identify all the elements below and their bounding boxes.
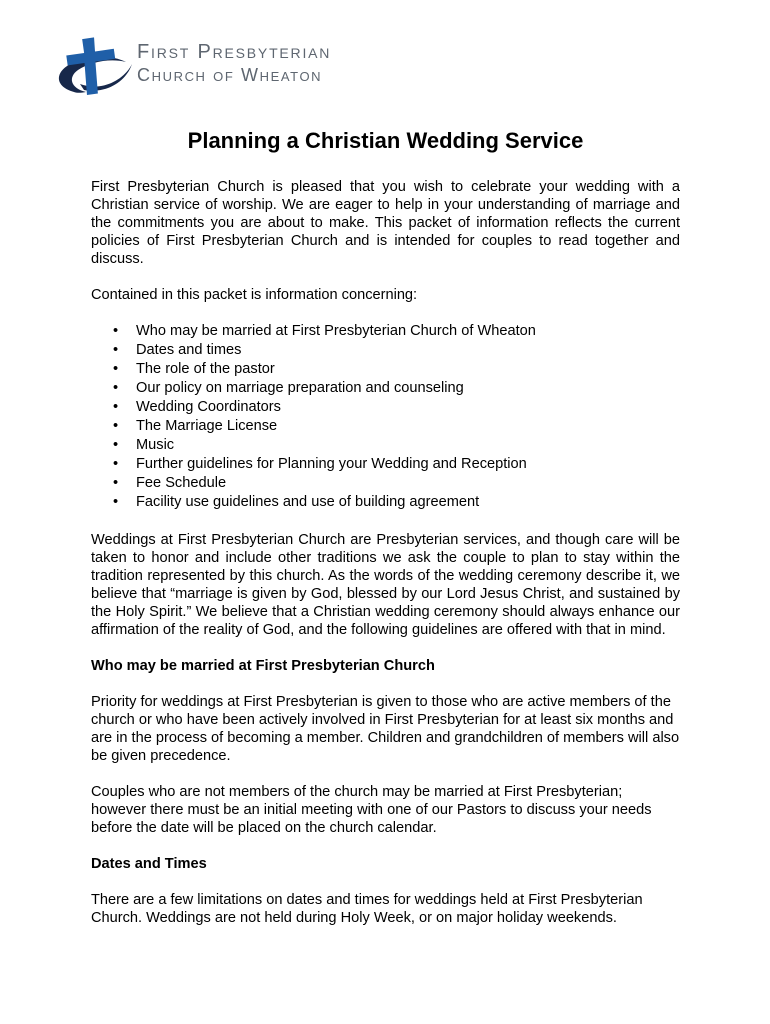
list-item: • Music <box>91 436 680 455</box>
document-body <box>91 128 680 945</box>
who-paragraph-1: Priority for weddings at First Presbyterian is given to those who are active members of the church or who have been actively involved in First Presbyterian for at least six months and are in the process of becoming a member. Children and grandchildren of members will also be given precedence. <box>91 694 680 764</box>
list-item: • Dates and times <box>91 341 680 360</box>
list-item: • Our policy on marriage preparation and counseling <box>91 379 680 398</box>
church-logo <box>50 34 400 104</box>
section-heading-who: Who may be married at First Presbyterian Church <box>91 658 435 674</box>
dates-paragraph-1: There are a few limitations on dates and times for weddings held at First Presbyterian Church. Weddings are not held during Holy Week, or on major holiday weekends. <box>91 892 643 926</box>
contents-list <box>91 322 680 512</box>
cross-swoosh-icon <box>50 34 142 104</box>
traditions-paragraph: Weddings at First Presbyterian Church are Presbyterian services, and though care will be taken to honor and include other traditions we ask the couple to plan to stay within the tradition represented by this church. As the words of the wedding ceremony describe it, we believe that “marriage is given by God, blessed by our Lord Jesus Christ, and sustained by the Holy Spirit.” We believe that a Christian wedding ceremony should always enhance our affirmation of the reality of God, and the following guidelines are offered with that in mind. <box>91 532 680 638</box>
logo-line-2: Church of Wheaton <box>137 65 323 85</box>
list-item: • Further guidelines for Planning your Wedding and Reception <box>91 455 680 474</box>
list-item: • Wedding Coordinators <box>91 398 680 417</box>
section-heading-dates: Dates and Times <box>91 856 207 872</box>
list-item: • Fee Schedule <box>91 474 680 493</box>
list-item: • Who may be married at First Presbyterian Church of Wheaton <box>91 322 680 341</box>
intro-paragraph: First Presbyterian Church is pleased that you wish to celebrate your wedding with a Christian service of worship. We are eager to help in your understanding of marriage and the commitments you are about to make. This packet of information reflects the current policies of First Presbyterian Church and is intended for couples to read together and discuss. <box>91 179 680 267</box>
page-title: Planning a Christian Wedding Service <box>187 128 584 153</box>
who-paragraph-2: Couples who are not members of the church may be married at First Presbyterian; however there must be an initial meeting with one of our Pastors to discuss your needs before the date will be placed on the church calendar. <box>91 784 652 836</box>
list-item: • The role of the pastor <box>91 360 680 379</box>
contents-label: Contained in this packet is information concerning: <box>91 287 418 303</box>
logo-line-1: First Presbyterian <box>137 41 332 63</box>
list-item: • The Marriage License <box>91 417 680 436</box>
list-item: • Facility use guidelines and use of building agreement <box>91 493 680 512</box>
